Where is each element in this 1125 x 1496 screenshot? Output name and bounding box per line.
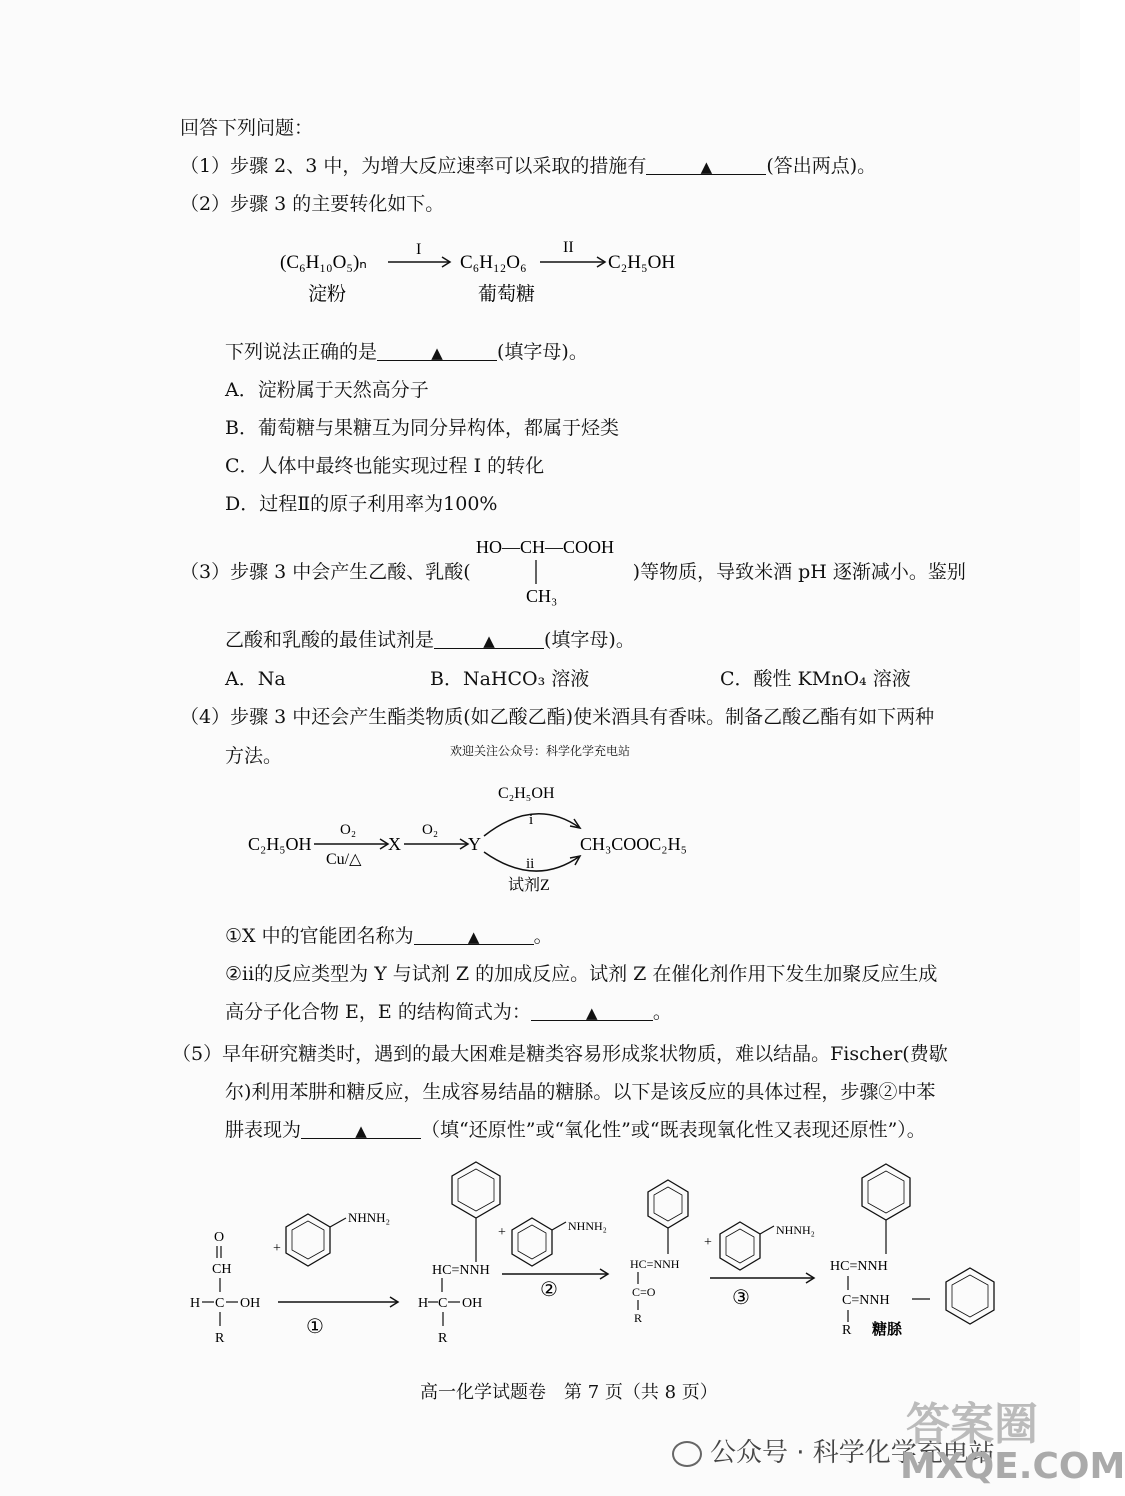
q2-ask-suffix: (填字母)。 <box>497 341 588 363</box>
sugar-h: H <box>190 1296 201 1311</box>
plus-2: + <box>498 1225 506 1240</box>
ethanol-start: C₂H₅OH <box>248 834 312 854</box>
plus-1: + <box>273 1241 281 1256</box>
lactic-acid-methyl: CH₃ <box>526 586 558 606</box>
starch-conversion-scheme <box>270 232 710 312</box>
q3-option-b: B．NaHCO₃ 溶液 <box>430 668 590 690</box>
plus-3: + <box>704 1235 712 1250</box>
q4-sub1-triangle: ▲ <box>467 928 480 946</box>
ethyl-acetate: CH₃COOC₂H₅ <box>580 834 687 854</box>
q1-answer-blank[interactable] <box>646 154 766 175</box>
int2-r: R <box>634 1311 643 1325</box>
sugar-c: C <box>215 1296 225 1311</box>
q5-line-1: （5）早年研究糖类时，遇到的最大困难是糖类容易形成浆状物质，难以结晶。Fischer(费歇 <box>172 1043 948 1065</box>
oxygen-label-1: O₂ <box>340 822 357 838</box>
int1-c: C <box>438 1296 448 1311</box>
q4-sub-1 <box>225 924 553 948</box>
benzene-ring-6 <box>862 1164 910 1220</box>
q3-ask-suffix: (填字母)。 <box>544 629 635 651</box>
question-2-stem: （2）步骤 3 的主要转化如下。 <box>180 193 445 215</box>
sugar-r: R <box>215 1331 225 1346</box>
q2-option-d: D．过程Ⅱ的原子利用率为100% <box>225 493 498 515</box>
route-ii-label: ii <box>526 856 535 872</box>
wechat-icon <box>672 1441 702 1467</box>
q3-suffix: )等物质，导致米酒 pH 逐渐减小。鉴别 <box>632 561 966 583</box>
benzene-ring-2 <box>452 1162 500 1218</box>
intro-text: 回答下列问题： <box>180 117 314 139</box>
q2-ask <box>225 340 588 364</box>
q2-answer-blank[interactable] <box>377 340 497 361</box>
q4-sub-2-line-1: ②ii的反应类型为 Y 与试剂 Z 的加成反应。试剂 Z 在催化剂作用下发生加聚反应生成 <box>225 963 938 985</box>
sugar-ch: CH <box>212 1262 232 1277</box>
sugar-oxygen: O <box>214 1230 225 1245</box>
q1-prefix: （1）步骤 2、3 中，为增大反应速率可以采取的措施有 <box>180 155 647 177</box>
carbonyl: C=O <box>632 1285 656 1299</box>
benzene-ring-1 <box>286 1214 330 1266</box>
route-i-label: i <box>529 812 534 828</box>
glucose-name: 葡萄糖 <box>478 284 536 305</box>
lactic-acid-top: HO—CH—COOH <box>476 537 615 557</box>
osazone-r: R <box>842 1323 852 1338</box>
q4-sub1-prefix: ①X 中的官能团名称为 <box>225 925 414 947</box>
q4-stem-2: 方法。 <box>225 745 283 767</box>
starch-formula: (C₆H₁₀O₅)ₙ <box>280 252 367 273</box>
starch-name: 淀粉 <box>308 284 347 305</box>
q4-stem-1: （4）步骤 3 中还会产生酯类物质(如乙酸乙酯)使米酒具有香味。制备乙酸乙酯有如下两种 <box>180 706 935 728</box>
route-i-reagent: C₂H₅OH <box>498 785 555 802</box>
q5-line-3 <box>225 1118 926 1142</box>
q4-sub2-prefix: 高分子化合物 E，E 的结构简式为： <box>225 1001 531 1023</box>
step-ii-label: II <box>563 239 574 256</box>
q3-answer-blank[interactable] <box>434 628 544 649</box>
route-i-head <box>570 819 580 828</box>
osazone-hydrazone-2: C=NNH <box>842 1293 890 1308</box>
question-1 <box>180 154 876 178</box>
q5-line3-suffix: （填“还原性”或“氧化性”或“既表现氧化性又表现还原性”）。 <box>421 1119 926 1141</box>
step-2-label: ② <box>540 1279 558 1301</box>
reagent-z: 试剂Z <box>508 877 550 894</box>
q4-sub2-answer-blank[interactable] <box>531 1000 653 1021</box>
q4-sub-2-line-2 <box>225 1000 672 1024</box>
ethanol-formula: C₂H₅OH <box>608 252 676 273</box>
step-i-label: I <box>416 241 422 258</box>
glucose-formula: C₆H₁₂O₆ <box>460 252 527 273</box>
q1-triangle: ▲ <box>700 158 713 176</box>
q4-sub1-answer-blank[interactable] <box>414 924 534 945</box>
phenylhydrazine-label-1: NHNH₂ <box>348 1210 391 1225</box>
page-footer: 高一化学试题卷 第 7 页（共 8 页） <box>420 1382 718 1403</box>
q2-option-b: B．葡萄糖与果糖互为同分异构体，都属于烃类 <box>225 417 619 439</box>
q2-option-c: C．人体中最终也能实现过程 I 的转化 <box>225 455 545 477</box>
hydrazone-2: HC=NNH <box>630 1257 680 1271</box>
q4-sub1-suffix: 。 <box>533 925 553 947</box>
q5-triangle: ▲ <box>355 1122 367 1140</box>
compound-y: Y <box>468 834 481 854</box>
q3-option-c: C．酸性 KMnO₄ 溶液 <box>720 668 911 690</box>
step-3-label: ③ <box>732 1287 750 1309</box>
benzene-ring-7 <box>946 1268 994 1324</box>
osazone-hydrazone-1: HC=NNH <box>830 1259 888 1274</box>
osazone-scheme <box>180 1150 1020 1355</box>
q5-line-2: 尔)利用苯肼和糖反应，生成容易结晶的糖脎。以下是该反应的具体过程，步骤②中苯 <box>225 1081 936 1103</box>
q3-triangle: ▲ <box>483 632 495 650</box>
q5-line3-prefix: 肼表现为 <box>225 1119 302 1141</box>
q2-option-a: A．淀粉属于天然高分子 <box>225 379 429 401</box>
q4-sub2-triangle: ▲ <box>586 1004 598 1022</box>
q3-option-a: A．Na <box>225 668 286 690</box>
osazone-name: 糖脎 <box>872 1322 903 1338</box>
q3-ask-prefix: 乙酸和乳酸的最佳试剂是 <box>225 629 435 651</box>
int1-r: R <box>438 1331 448 1346</box>
q5-answer-blank[interactable] <box>301 1118 421 1139</box>
phenylhydrazine-label-2: NHNH₂ <box>568 1219 607 1233</box>
hydrazone-1: HC=NNH <box>432 1263 490 1278</box>
phenylhydrazine-label-3: NHNH₂ <box>776 1223 815 1237</box>
sugar-oh: OH <box>240 1296 261 1311</box>
step-1-label: ① <box>306 1316 324 1338</box>
ethyl-acetate-scheme <box>240 778 700 900</box>
q2-ask-prefix: 下列说法正确的是 <box>225 341 378 363</box>
stamp-watermark: 答案圈 <box>906 1399 1038 1450</box>
follow-notice: 欢迎关注公众号：科学化学充电站 <box>450 744 631 758</box>
copper-catalyst-label: Cu/△ <box>326 851 362 868</box>
q4-sub2-suffix: 。 <box>652 1001 672 1023</box>
q3-prefix: （3）步骤 3 中会产生乙酸、乳酸( <box>180 561 471 583</box>
oxygen-label-2: O₂ <box>422 822 439 838</box>
lactic-acid-structure <box>470 532 650 612</box>
q3-ask <box>225 628 635 652</box>
q1-suffix: (答出两点)。 <box>766 155 877 177</box>
compound-x: X <box>388 834 401 854</box>
account-text: 公众号 · 科学化学充电站 <box>710 1438 995 1468</box>
q2-triangle: ▲ <box>431 344 443 362</box>
route-ii-head <box>570 856 580 865</box>
int1-oh: OH <box>462 1296 483 1311</box>
int1-h: H <box>418 1296 429 1311</box>
site-watermark: MXQE.COM <box>900 1446 1125 1487</box>
